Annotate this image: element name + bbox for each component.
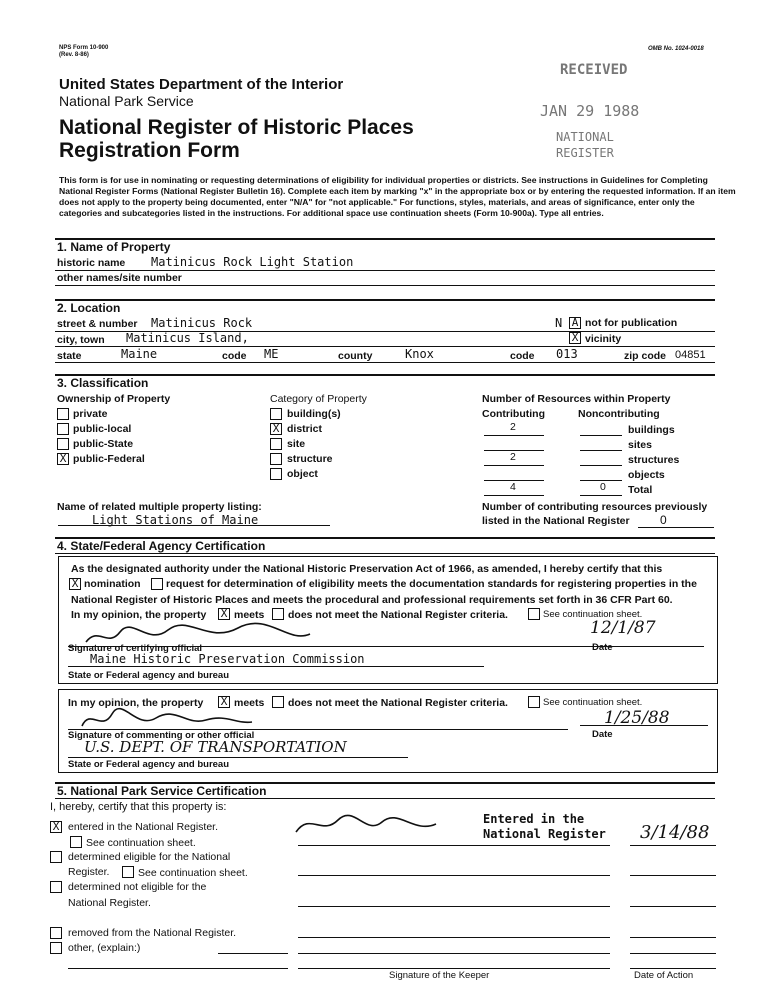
resource-type-label: Total: [628, 484, 653, 496]
category-checkbox[interactable]: [270, 408, 282, 420]
stamp-register: REGISTER: [556, 146, 614, 160]
ownership-checkbox[interactable]: [57, 408, 69, 420]
prev-listed-value: 0: [660, 513, 667, 527]
stamp-date: JAN 29 1988: [540, 102, 640, 120]
nps-cert-checkbox[interactable]: X: [50, 821, 62, 833]
nps-cert-checkbox[interactable]: [122, 866, 134, 878]
noncontributing-count: 0: [600, 481, 606, 493]
state-label: state: [57, 350, 82, 362]
street-label: street & number: [57, 318, 138, 330]
request-label: request for determination of eligibility meets the documentation standards for registering properties in the: [166, 578, 697, 590]
nps-cert-checkbox[interactable]: [50, 942, 62, 954]
ownership-option-label: public-local: [73, 423, 132, 435]
county-code-value: 013: [556, 347, 578, 361]
comment-date: 1/25/88: [604, 708, 670, 728]
meets2-checkbox[interactable]: X: [218, 696, 230, 708]
sig2-label: Signature of commenting or other official: [68, 730, 255, 741]
category-option-label: site: [287, 438, 306, 450]
dept-name: United States Department of the Interior: [59, 76, 344, 93]
category-title: Category of Property: [270, 393, 367, 405]
historic-name-label: historic name: [57, 257, 126, 269]
form-title-2: Registration Form: [59, 139, 240, 162]
ownership-option-label: private: [73, 408, 108, 420]
opinion2-prefix: In my opinion, the property: [68, 697, 204, 709]
section-5-title: 5. National Park Service Certification: [57, 784, 267, 798]
category-option-label: object: [287, 468, 318, 480]
nps-cert-option-label: removed from the National Register.: [68, 927, 237, 939]
date-label: Date: [592, 642, 613, 653]
action-date-label: Date of Action: [634, 970, 694, 981]
agency-label: State or Federal agency and bureau: [68, 670, 230, 681]
code-label: code: [222, 350, 247, 362]
code-value: ME: [264, 347, 279, 361]
cert-line-1: As the designated authority under the National Historic Preservation Act of 1966, as amended, I hereby certify that this: [71, 563, 663, 575]
contributing-label: Contributing: [482, 408, 545, 420]
ownership-checkbox[interactable]: [57, 438, 69, 450]
nfp-prefix: N: [555, 316, 563, 330]
nps-cert-option-label: National Register.: [68, 897, 151, 909]
meets-label: meets: [234, 609, 265, 621]
form-intro: This form is for use in nominating or requesting determinations of eligibility for individual properties or districts. See instructions in Guidelines for Completing National Register Forms (National Register Bulletin 16). Complete each item by marking "x" in the appropriate box or by entering the requested information. If an item does not apply to the property being documented, enter "N/A" for "not applicable." For functions, styles, materials, and areas of significance, enter only the categories and subcategories listed in the instructions. For additional space use continuation sheets (Form 10-900a). Type all entries.: [59, 175, 736, 218]
nps-cert-option-label: See continuation sheet.: [86, 837, 196, 849]
nps-cert-checkbox[interactable]: [70, 836, 82, 848]
contributing-count: 2: [510, 451, 516, 463]
keeper-date: 3/14/88: [640, 822, 710, 843]
cert-line-3: National Register of Historic Places and meets the procedural and professional requirements set forth in 36 CFR Part 60.: [71, 594, 673, 606]
section-4-title: 4. State/Federal Agency Certification: [57, 539, 266, 553]
nps-cert-checkbox[interactable]: [50, 851, 62, 863]
resource-type-label: objects: [628, 469, 665, 481]
contributing-count: 2: [510, 421, 516, 433]
service-name: National Park Service: [59, 93, 194, 109]
county-label: county: [338, 350, 373, 362]
continuation2-label: See continuation sheet.: [543, 697, 643, 708]
county-code-label: code: [510, 350, 535, 362]
nps-cert-option-label: determined eligible for the National: [68, 851, 231, 863]
agency2-value: U.S. DEPT. OF TRANSPORTATION: [84, 738, 347, 756]
keeper-signature: [286, 806, 446, 846]
resource-type-label: sites: [628, 439, 652, 451]
entered-stamp-2: National Register: [483, 827, 606, 841]
date2-label: Date: [592, 729, 613, 740]
category-checkbox[interactable]: [270, 453, 282, 465]
resource-type-label: structures: [628, 454, 680, 466]
prev-listed-label-1: Number of contributing resources previously: [482, 501, 708, 513]
state-value: Maine: [121, 347, 158, 361]
street-value: Matinicus Rock: [151, 316, 253, 330]
nps-cert-option-label: See continuation sheet.: [138, 867, 248, 879]
agency-value: Maine Historic Preservation Commission: [90, 652, 365, 666]
request-checkbox[interactable]: [151, 578, 163, 590]
category-checkbox[interactable]: [270, 468, 282, 480]
sig-label: Signature of certifying official: [68, 643, 203, 654]
category-option-label: building(s): [287, 408, 341, 420]
nps-cert-checkbox[interactable]: [50, 927, 62, 939]
does-not-meet-label: does not meet the National Register criteria.: [288, 609, 508, 621]
historic-name-value: Matinicus Rock Light Station: [151, 255, 354, 269]
ownership-checkbox[interactable]: [57, 423, 69, 435]
ownership-title: Ownership of Property: [57, 393, 171, 405]
nomination-checkbox[interactable]: X: [69, 578, 81, 590]
form-title-1: National Register of Historic Places: [59, 116, 414, 139]
form-rev: (Rev. 8-86): [59, 52, 89, 58]
does-not-meet2-label: does not meet the National Register criteria.: [288, 697, 508, 709]
section-3-title: 3. Classification: [57, 376, 149, 390]
keeper-label: Signature of the Keeper: [389, 970, 490, 981]
meets2-label: meets: [234, 697, 265, 709]
does-not-meet2-checkbox[interactable]: [272, 696, 284, 708]
stamp-received: RECEIVED: [560, 62, 628, 78]
form-number: NPS Form 10-900: [59, 45, 109, 51]
nfp-checkbox[interactable]: A: [569, 317, 581, 329]
ownership-checkbox[interactable]: X: [57, 453, 69, 465]
vicinity-label: vicinity: [585, 333, 622, 345]
stamp-national: NATIONAL: [556, 130, 614, 144]
noncontributing-label: Noncontributing: [578, 408, 660, 420]
nps-cert-option-label: determined not eligible for the: [68, 881, 207, 893]
resource-type-label: buildings: [628, 424, 675, 436]
category-checkbox[interactable]: [270, 438, 282, 450]
nps-cert-option-label: other, (explain:): [68, 942, 141, 954]
category-option-label: structure: [287, 453, 333, 465]
contributing-count: 4: [510, 481, 516, 493]
county-value: Knox: [405, 347, 434, 361]
resources-title: Number of Resources within Property: [482, 393, 671, 405]
entered-stamp-1: Entered in the: [483, 812, 585, 826]
nps-cert-option-label: entered in the National Register.: [68, 821, 219, 833]
continuation-label: See continuation sheet.: [543, 609, 643, 620]
agency2-label: State or Federal agency and bureau: [68, 759, 230, 770]
cert-date: 12/1/87: [590, 618, 656, 638]
category-checkbox[interactable]: X: [270, 423, 282, 435]
related-listing-value: Light Stations of Maine: [92, 513, 259, 527]
omb-number: OMB No. 1024-0018: [648, 46, 704, 52]
ownership-option-label: public-State: [73, 438, 134, 450]
nps-cert-checkbox[interactable]: [50, 881, 62, 893]
related-listing-label: Name of related multiple property listing:: [57, 501, 262, 513]
nfp-label: not for publication: [585, 317, 678, 329]
vicinity-checkbox[interactable]: X: [569, 332, 581, 344]
nps-cert-intro: I, hereby, certify that this property is:: [50, 801, 227, 813]
zip-value: 04851: [675, 349, 706, 361]
ownership-option-label: public-Federal: [73, 453, 145, 465]
zip-label: zip code: [624, 350, 667, 362]
other-names-label: other names/site number: [57, 272, 182, 284]
continuation2-checkbox[interactable]: [528, 696, 540, 708]
meets-checkbox[interactable]: X: [218, 608, 230, 620]
nomination-label: nomination: [84, 578, 141, 590]
nps-cert-option-label: Register.: [68, 866, 110, 878]
section-2-title: 2. Location: [57, 301, 121, 315]
continuation-checkbox[interactable]: [528, 608, 540, 620]
prev-listed-label-2: listed in the National Register: [482, 515, 630, 527]
city-value: Matinicus Island,: [126, 331, 249, 345]
category-option-label: district: [287, 423, 323, 435]
city-label: city, town: [57, 334, 105, 346]
section-1-title: 1. Name of Property: [57, 240, 171, 254]
opinion-prefix: In my opinion, the property: [71, 609, 207, 621]
